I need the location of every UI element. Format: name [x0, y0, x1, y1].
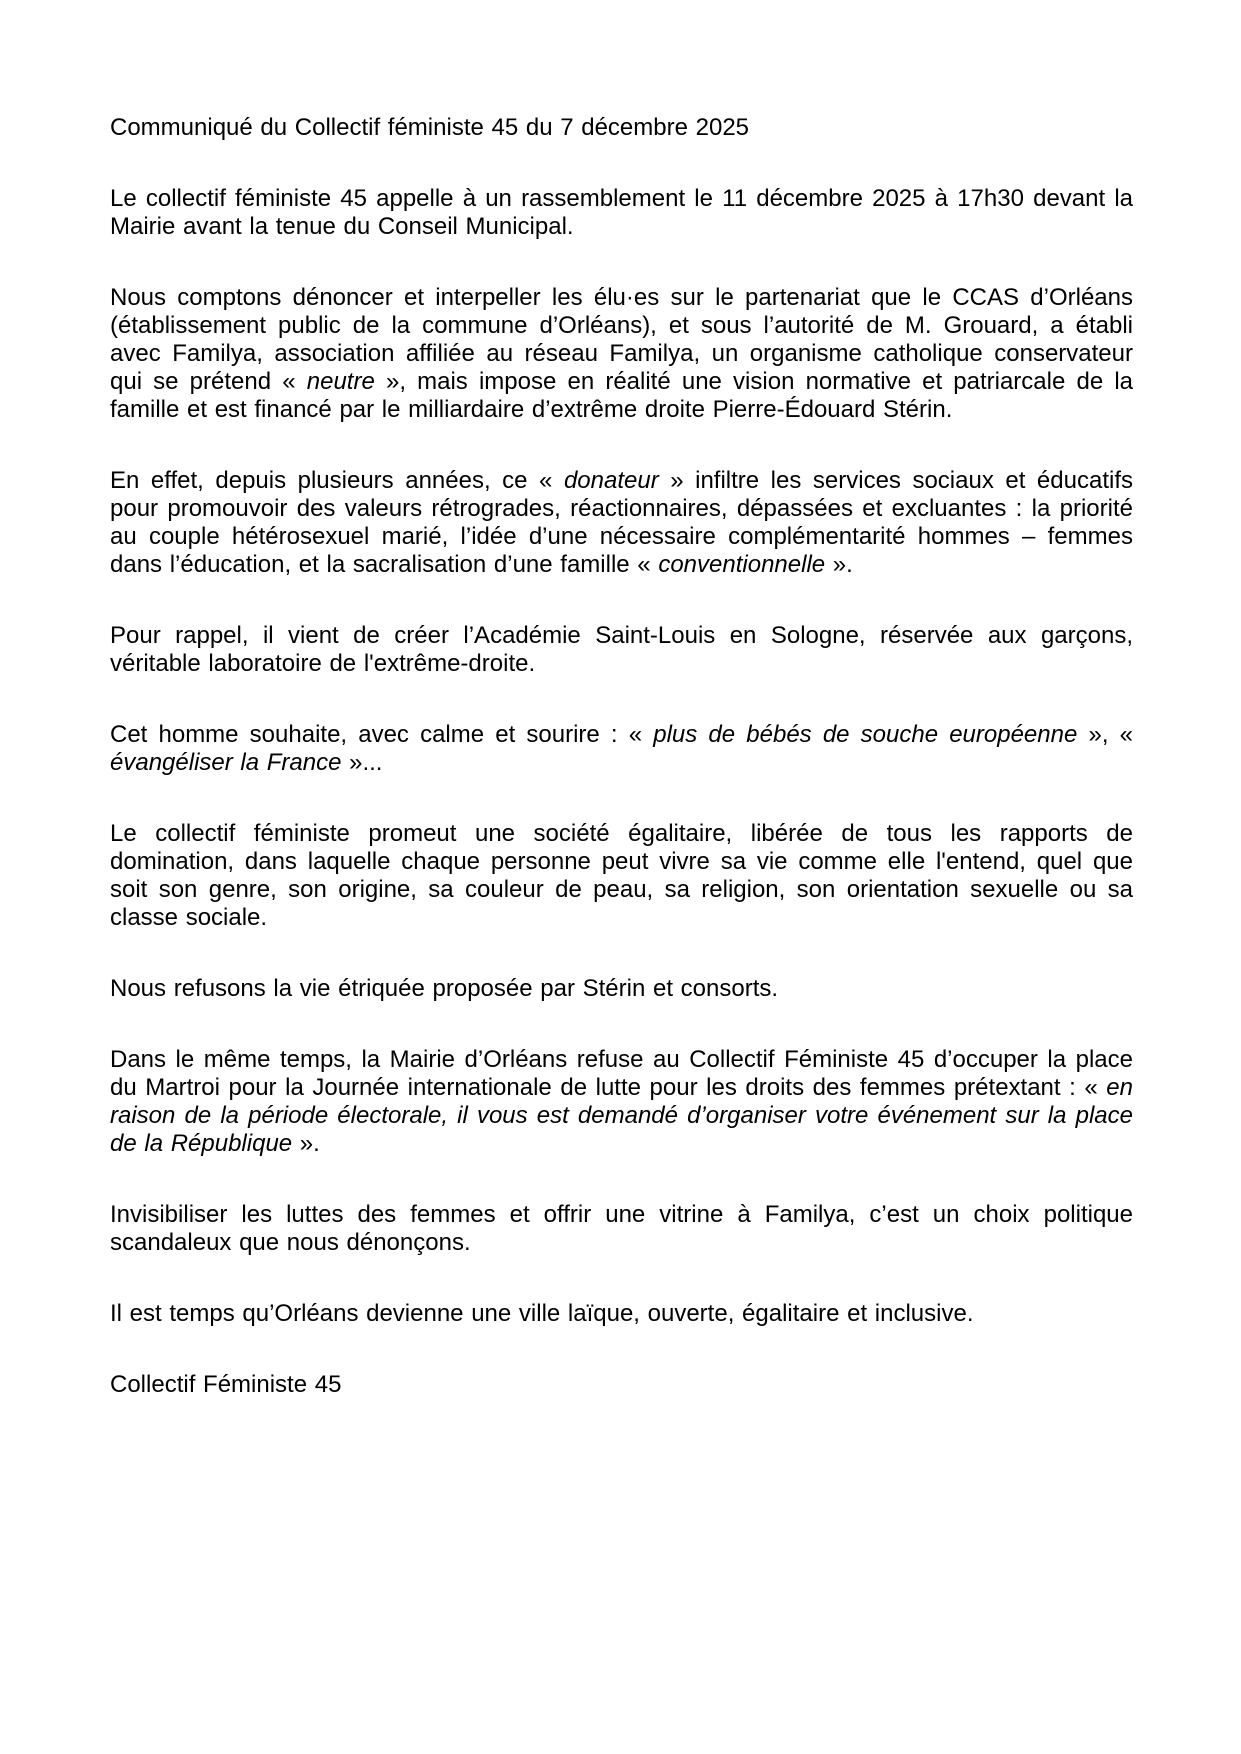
paragraph-9 [110, 1201, 1133, 1257]
paragraph-6 [110, 820, 1133, 932]
text-run-italic: plus de bébés de souche européenne [653, 721, 1078, 748]
text-run: ». [292, 1130, 320, 1157]
text-run: Nous refusons la vie étriquée proposée par Stérin et consorts. [110, 975, 779, 1002]
text-run: Il est temps qu’Orléans devienne une ville laïque, ouverte, égalitaire et inclusive. [110, 1300, 974, 1327]
paragraph-2 [110, 284, 1133, 424]
text-run: Cet homme souhaite, avec calme et sourire : « [110, 721, 654, 748]
paragraph-7 [110, 975, 1133, 1003]
text-run: En effet, depuis plusieurs années, ce « [110, 467, 564, 494]
text-run: », « [1077, 721, 1133, 748]
text-run: Dans le même temps, la Mairie d’Orléans refuse au Collectif Féministe 45 d’occuper la place du Martroi pour la Journée internationale de lutte pour les droits des femmes prétextant : « [110, 1046, 1133, 1101]
document-title [110, 114, 1133, 142]
text-run: » infiltre les services sociaux et éducatifs pour promouvoir des valeurs rétrogrades, réactionnaires, dépassées et excluantes : la priorité au couple hétérosexuel marié, l’idée d’une nécessaire complémentarité hommes – femmes dans l’éducation, et la sacralisation d’une famille « [110, 467, 1133, 578]
document-body [110, 114, 1133, 1399]
text-run: Invisibiliser les luttes des femmes et offrir une vitrine à Familya, c’est un choix politique scandaleux que nous dénonçons. [110, 1201, 1133, 1256]
text-run: Pour rappel, il vient de créer l’Académie Saint-Louis en Sologne, réservée aux garçons, véritable laboratoire de l'extrême-droite. [110, 622, 1133, 677]
text-run-italic: conventionnelle [658, 551, 826, 578]
text-run: Le collectif féministe 45 appelle à un rassemblement le 11 décembre 2025 à 17h30 devant la Mairie avant la tenue du Conseil Municipal. [110, 185, 1133, 240]
text-run: ». [825, 551, 853, 578]
text-run: », mais impose en réalité une vision normative et patriarcale de la famille et est financé par le milliardaire d’extrême droite Pierre-Édouard Stérin. [110, 368, 1134, 423]
text-run-italic: évangéliser la France [110, 749, 342, 776]
text-run: »... [341, 749, 383, 776]
paragraph-5 [110, 721, 1133, 777]
text-run: Nous comptons dénoncer et interpeller les élu·es sur le partenariat que le CCAS d’Orléans (établissement public de la commune d’Orléans), et sous l’autorité de M. Grouard, a établi avec Familya, association affiliée au réseau Familya, un organisme catholique conservateur qui se prétend « [110, 284, 1133, 395]
text-run: Communiqué du Collectif féministe 45 du 7 décembre 2025 [110, 114, 750, 141]
text-run-italic: neutre [306, 368, 375, 395]
paragraph-4 [110, 622, 1133, 678]
paragraph-11 [110, 1371, 1133, 1399]
paragraph-3 [110, 467, 1133, 579]
text-run: Le collectif féministe promeut une société égalitaire, libérée de tous les rapports de domination, dans laquelle chaque personne peut vivre sa vie comme elle l'entend, quel que soit son genre, son origine, sa couleur de peau, sa religion, son orientation sexuelle ou sa classe sociale. [110, 820, 1133, 931]
text-run-italic: en raison de la période électorale, il vous est demandé d’organiser votre événement sur la place de la République [110, 1074, 1133, 1157]
text-run-italic: donateur [563, 467, 659, 494]
paragraph-10 [110, 1300, 1133, 1328]
text-run: Collectif Féministe 45 [110, 1371, 342, 1398]
paragraph-8 [110, 1046, 1133, 1158]
paragraph-1 [110, 185, 1133, 241]
